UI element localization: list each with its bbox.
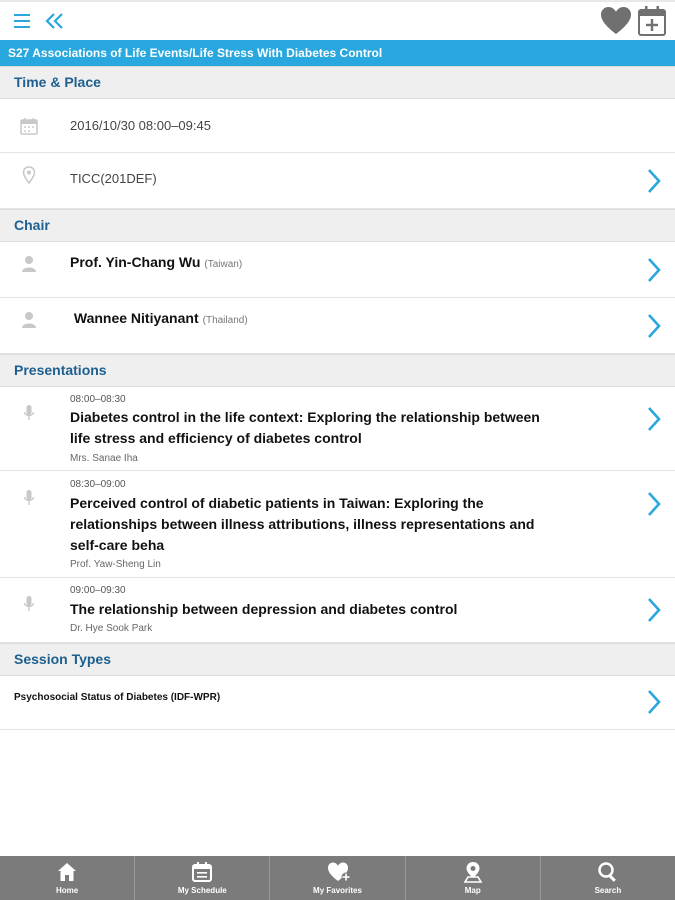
menu-icon[interactable]: [12, 11, 34, 31]
presentation-speaker: Dr. Hye Sook Park: [70, 623, 153, 634]
session-datetime: 2016/10/30 08:00–09:45: [70, 118, 211, 133]
tab-label: Search: [594, 886, 622, 895]
heart-icon[interactable]: [600, 6, 632, 36]
session-location: TICC(201DEF): [70, 171, 157, 186]
session-type-row[interactable]: [0, 676, 675, 730]
bottom-tab-bar: [0, 856, 675, 900]
chair-name-text: Wannee Nitiyanant: [70, 310, 199, 326]
microphone-icon: [19, 403, 39, 423]
section-header-presentations: Presentations: [0, 354, 675, 387]
chevron-right-icon[interactable]: [644, 596, 664, 624]
section-header-time-place: Time & Place: [0, 66, 675, 99]
microphone-icon: [19, 594, 39, 614]
chair-country: (Taiwan): [204, 259, 243, 270]
tab-home[interactable]: [0, 856, 135, 900]
presentation-title: Diabetes control in the life context: Exploring the relationship between life stress and efficiency of diabetes control: [70, 409, 540, 446]
session-type-label: Psychosocial Status of Diabetes (IDF-WPR): [14, 692, 221, 703]
chevron-right-icon[interactable]: [644, 490, 664, 518]
section-header-session-types: Session Types: [0, 643, 675, 676]
location-pin-icon: [19, 166, 39, 186]
presentation-row[interactable]: [0, 578, 675, 643]
chair-country: (Thailand): [202, 315, 248, 326]
calendar-icon: [19, 116, 39, 136]
chevron-right-icon[interactable]: [644, 688, 664, 716]
presentation-time: 08:00–08:30: [70, 394, 126, 405]
tab-search[interactable]: [541, 856, 675, 900]
chair-name-text: Prof. Yin-Chang Wu: [70, 254, 201, 270]
chair-row[interactable]: [0, 242, 675, 298]
chevron-right-icon[interactable]: [644, 405, 664, 433]
presentation-title: The relationship between depression and diabetes control: [70, 601, 458, 617]
favorites-icon: [327, 861, 349, 883]
top-bar: [0, 0, 675, 40]
tab-label: Home: [55, 886, 79, 895]
presentation-title: Perceived control of diabetic patients in Taiwan: Exploring the relationships between illness attributions, illness representations and self-care beha: [70, 495, 535, 553]
tab-my-favorites[interactable]: [270, 856, 405, 900]
presentation-speaker: Mrs. Sanae Iha: [70, 453, 138, 464]
tab-label: My Favorites: [313, 886, 362, 895]
chair-row[interactable]: [0, 298, 675, 354]
chevron-right-icon[interactable]: [644, 167, 664, 195]
home-icon: [56, 861, 78, 883]
tab-map[interactable]: [406, 856, 541, 900]
person-icon: [19, 254, 39, 274]
presentation-time: 09:00–09:30: [70, 585, 126, 596]
chevron-right-icon[interactable]: [644, 256, 664, 284]
microphone-icon: [19, 488, 39, 508]
session-title: S27 Associations of Life Events/Life Stress With Diabetes Control: [0, 40, 675, 66]
presentation-row[interactable]: [0, 387, 675, 471]
tab-label: My Schedule: [177, 886, 227, 895]
person-icon: [19, 310, 39, 330]
section-header-chair: Chair: [0, 209, 675, 242]
tab-label: Map: [464, 886, 481, 895]
chair-name: [70, 310, 248, 326]
search-icon: [597, 861, 619, 883]
schedule-icon: [191, 861, 213, 883]
double-chevron-left-icon[interactable]: [44, 11, 66, 31]
map-icon: [462, 861, 484, 883]
tab-my-schedule[interactable]: [135, 856, 270, 900]
add-to-calendar-icon[interactable]: [637, 5, 667, 37]
presentation-row[interactable]: [0, 471, 675, 578]
location-row[interactable]: [0, 153, 675, 209]
chevron-right-icon[interactable]: [644, 312, 664, 340]
datetime-row: [0, 99, 675, 153]
presentation-speaker: Prof. Yaw-Sheng Lin: [70, 559, 161, 570]
chair-name: [70, 254, 242, 270]
presentation-time: 08:30–09:00: [70, 479, 126, 490]
